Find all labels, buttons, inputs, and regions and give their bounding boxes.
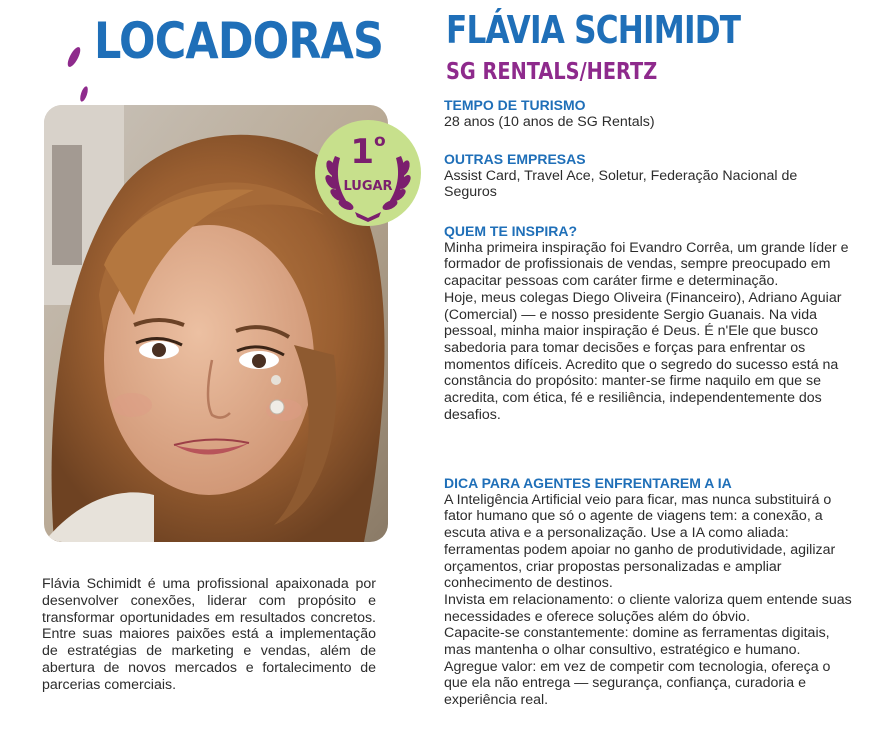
section-paragraph: Invista em relacionamento: o cliente valoriza quem entende suas necessidades e oferece soluções além do óbvio.: [444, 591, 852, 625]
section-heading: OUTRAS EMPRESAS: [444, 151, 586, 167]
section-paragraph: Hoje, meus colegas Diego Oliveira (Financeiro), Adriano Aguiar (Comercial) — e nosso presidente Sergio Guanais. Na vida pessoal, minha maior inspiração é Deus. É n'Ele que busco sabedoria para tomar decisões e forças para enfrentar os momentos difíceis. Acredito que o segredo do sucesso está na constância do propósito: manter-se firme naquilo em que se acredita, com ética, fé e resiliência, independentemente dos desafios.: [444, 289, 842, 423]
section-paragraph: A Inteligência Artificial veio para ficar, mas nunca substituirá o fator humano que só o agente de viagens tem: a conexão, a escuta ativa e a personalização. Use a IA como aliada: ferramentas podem apoiar no ganho de produtividade, agilizar orçamentos, criar propostas personalizadas e ampliar conhecimento de destinos.: [444, 491, 836, 592]
section-paragraph: Capacite-se constantemente: domine as ferramentas digitais, mas mantenha o olhar consultivo, estratégico e humano.: [444, 625, 830, 659]
first-place-badge: [313, 118, 423, 228]
section-heading: DICA PARA AGENTES ENFRENTAREM A IA: [444, 475, 732, 491]
decorative-dot: [79, 85, 90, 102]
section-paragraph: Minha primeira inspiração foi Evandro Corrêa, um grande líder e formador de profissionais de vendas, sempre preocupado em capacitar pessoas com caráter firme e determinação.: [444, 239, 849, 290]
section-tempo-de-turismo: [444, 97, 854, 130]
bio-text: Flávia Schimidt é uma profissional apaixonada por desenvolver conexões, liderar com propósito e transformar oportunidades em resultados concretos. Entre suas maiores paixões está a implementação de estratégias de marketing e vendas, além de abertura de novos mercados e fortalecimento de parcerias comerciais.: [42, 576, 376, 693]
person-name: FLÁVIA SCHIMIDT: [446, 8, 741, 52]
section-paragraph: Agregue valor: em vez de competir com tecnologia, ofereça o que ela não entrega — segurança, confiança, curadoria e experiência real.: [444, 658, 831, 709]
badge-rank: 1$^o$: [350, 131, 386, 172]
section-dica-ia: [444, 475, 854, 709]
badge-label: LUGAR: [343, 179, 393, 194]
section-heading: QUEM TE INSPIRA?: [444, 223, 578, 239]
section-title: LOCADORAS: [94, 12, 384, 70]
section-heading: TEMPO DE TURISMO: [444, 97, 586, 113]
decorative-leaf: [65, 45, 82, 68]
company-name: SG RENTALS/HERTZ: [446, 59, 658, 85]
section-paragraph: 28 anos (10 anos de SG Rentals): [444, 113, 655, 130]
section-paragraph: Assist Card, Travel Ace, Soletur, Federação Nacional de Seguros: [444, 167, 798, 201]
section-outras-empresas: [444, 151, 854, 201]
section-quem-te-inspira: [444, 223, 854, 423]
